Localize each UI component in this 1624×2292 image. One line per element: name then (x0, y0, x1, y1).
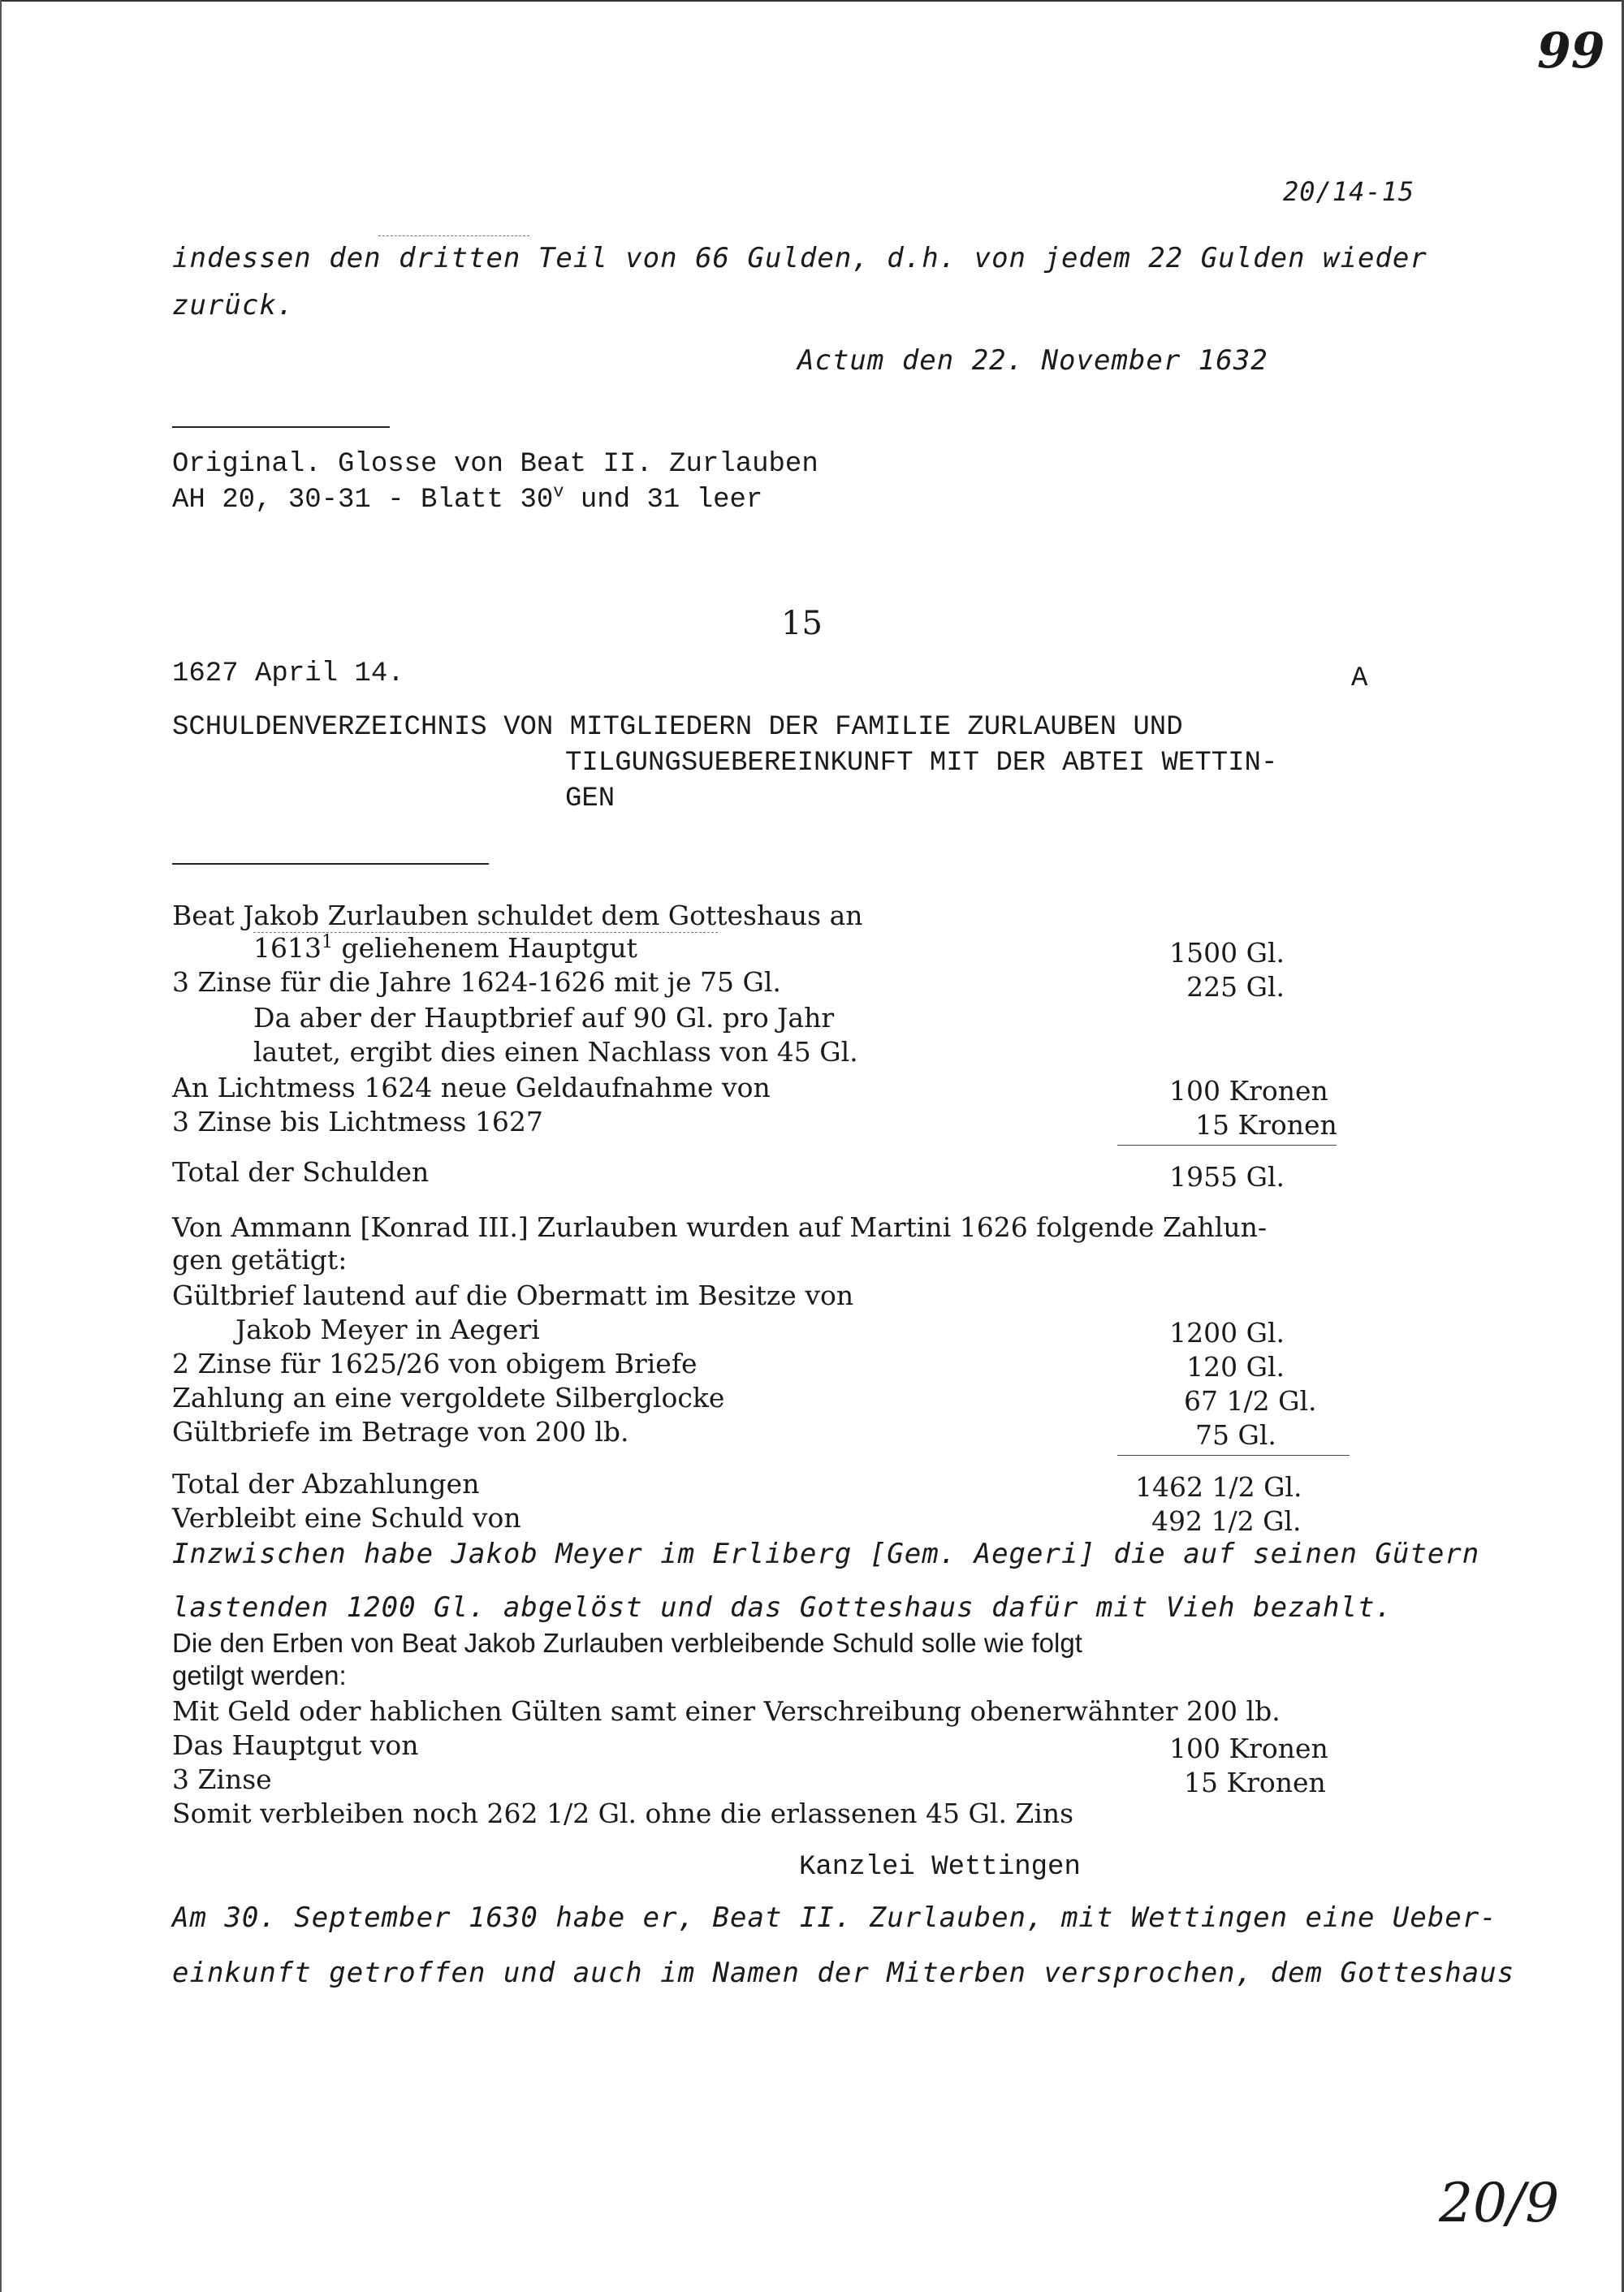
title-line-1: SCHULDENVERZEICHNIS VON MITGLIEDERN DER FAMILIE ZURLAUBEN UND (172, 712, 1183, 743)
note-italic-line-1: Inzwischen habe Jakob Meyer im Erliberg [Gem. Aegeri] die auf seinen Gütern (172, 1538, 1480, 1570)
page-edge-left (0, 0, 2, 2292)
title-line-3: GEN (565, 783, 615, 814)
payments-intro-line-2: gen getätigt: (172, 1244, 348, 1275)
debt-row-zinse: 3 Zinse für die Jahre 1624-1626 mit je 75 Gl. (172, 966, 781, 998)
debt-row-lichtmess: An Lichtmess 1624 neue Geldaufnahme von (172, 1072, 771, 1103)
payment-amount-zinse: 120 Gl. (1186, 1351, 1285, 1383)
settlement-row-hauptgut: Das Hauptgut von (172, 1729, 419, 1761)
payment-row-gueltbrief-2: Jakob Meyer in Aegeri (235, 1314, 540, 1345)
reference-number: 20/14-15 (1283, 176, 1415, 207)
source-line-2-superscript: v (553, 481, 564, 503)
debt-note-line-2: lautet, ergibt dies einen Nachlass von 45 Gl. (253, 1036, 858, 1068)
settlement-amount-zinse: 15 Kronen (1184, 1767, 1326, 1798)
sum-rule-debts (1117, 1145, 1337, 1146)
debt-row-hauptgut-label: geliehenem Hauptgut (332, 932, 637, 964)
payment-row-gueltbriefe: Gültbriefe im Betrage von 200 lb. (172, 1416, 629, 1448)
settlement-amount-hauptgut: 100 Kronen (1169, 1733, 1328, 1764)
source-line-2 (172, 481, 763, 516)
document-number: 15 (781, 605, 823, 642)
payments-total-amount: 1462 1/2 Gl. (1135, 1471, 1302, 1503)
debts-total-amount: 1955 Gl. (1169, 1161, 1285, 1193)
handwritten-page-number: 99 (1537, 23, 1605, 80)
payment-amount-gueltbriefe: 75 Gl. (1195, 1419, 1276, 1451)
debt-row-hauptgut (253, 932, 637, 965)
debt-note-line-1: Da aber der Hauptbrief auf 90 Gl. pro Jahr (253, 1002, 835, 1034)
debt-amount-zinse: 225 Gl. (1186, 971, 1285, 1003)
closing-line-1: Am 30. September 1630 habe er, Beat II. Zurlauben, mit Wettingen eine Ueber- (172, 1901, 1497, 1934)
source-line-1: Original. Glosse von Beat II. Zurlauben (172, 449, 818, 480)
page-edge-top (0, 0, 1624, 2)
payments-intro-line-1: Von Ammann [Konrad III.] Zurlauben wurden auf Martini 1626 folgende Zahlun- (172, 1211, 1268, 1243)
note-italic-line-2: lastenden 1200 Gl. abgelöst und das Gotteshaus dafür mit Vieh bezahlt. (172, 1591, 1393, 1624)
source-line-2-text: AH 20, 30-31 - Blatt 30 (172, 485, 554, 516)
title-line-2: TILGUNGSUEBEREINKUNFT MIT DER ABTEI WETTIN- (565, 748, 1278, 779)
intro-line-2: zurück. (172, 289, 295, 322)
payment-row-zinse: 2 Zinse für 1625/26 von obigem Briefe (172, 1348, 698, 1379)
debts-total-label: Total der Schulden (172, 1156, 430, 1188)
settlement-line-2: getilgt werden: (172, 1660, 347, 1690)
payment-row-silberglocke: Zahlung an eine vergoldete Silberglocke (172, 1382, 725, 1414)
separator-rule-2 (172, 863, 489, 865)
payment-amount-silberglocke: 67 1/2 Gl. (1184, 1385, 1317, 1417)
settlement-line-3: Mit Geld oder hablichen Gülten samt einer Verschreibung obenerwähnter 200 lb. (172, 1695, 1281, 1727)
kanzlei-signature: Kanzlei Wettingen (799, 1852, 1081, 1883)
debt-amount-lichtmess: 100 Kronen (1169, 1075, 1328, 1107)
settlement-line-1: Die den Erben von Beat Jakob Zurlauben verbleibende Schuld solle wie folgt (172, 1628, 1082, 1658)
closing-line-2: einkunft getroffen und auch im Namen der Miterben versprochen, dem Gotteshaus (172, 1957, 1515, 1989)
document-letter: A (1351, 663, 1368, 694)
remaining-debt-amount: 492 1/2 Gl. (1151, 1505, 1302, 1537)
handwritten-archive-mark: 20/9 (1439, 2172, 1560, 2234)
payment-row-gueltbrief: Gültbrief lautend auf die Obermatt im Besitze von (172, 1280, 854, 1311)
remaining-debt-label: Verbleibt eine Schuld von (172, 1502, 521, 1534)
debt-amount-hauptgut: 1500 Gl. (1169, 937, 1285, 969)
debt-row-zinse-lichtmess: 3 Zinse bis Lichtmess 1627 (172, 1106, 543, 1137)
debt-row-hauptgut-year: 1613 (253, 932, 322, 964)
document-date: 1627 April 14. (172, 658, 404, 689)
deletion-mark (378, 235, 529, 236)
settlement-row-zinse: 3 Zinse (172, 1763, 272, 1795)
actum-date: Actum den 22. November 1632 (797, 344, 1268, 377)
payments-total-label: Total der Abzahlungen (172, 1468, 480, 1500)
separator-rule-1 (172, 426, 390, 428)
debt-amount-zinse-lichtmess: 15 Kronen (1195, 1109, 1337, 1141)
sum-rule-payments (1117, 1455, 1350, 1456)
settlement-line-4: Somit verbleiben noch 262 1/2 Gl. ohne die erlassenen 45 Gl. Zins (172, 1798, 1074, 1829)
debts-intro: Beat Jakob Zurlauben schuldet dem Gotteshaus an (172, 900, 863, 931)
payment-amount-gueltbrief: 1200 Gl. (1169, 1317, 1285, 1349)
footnote-ref: 1 (321, 932, 333, 952)
intro-line-1: indessen den dritten Teil von 66 Gulden, d.h. von jedem 22 Gulden wieder (172, 242, 1427, 274)
source-line-2-rest: und 31 leer (564, 485, 763, 516)
